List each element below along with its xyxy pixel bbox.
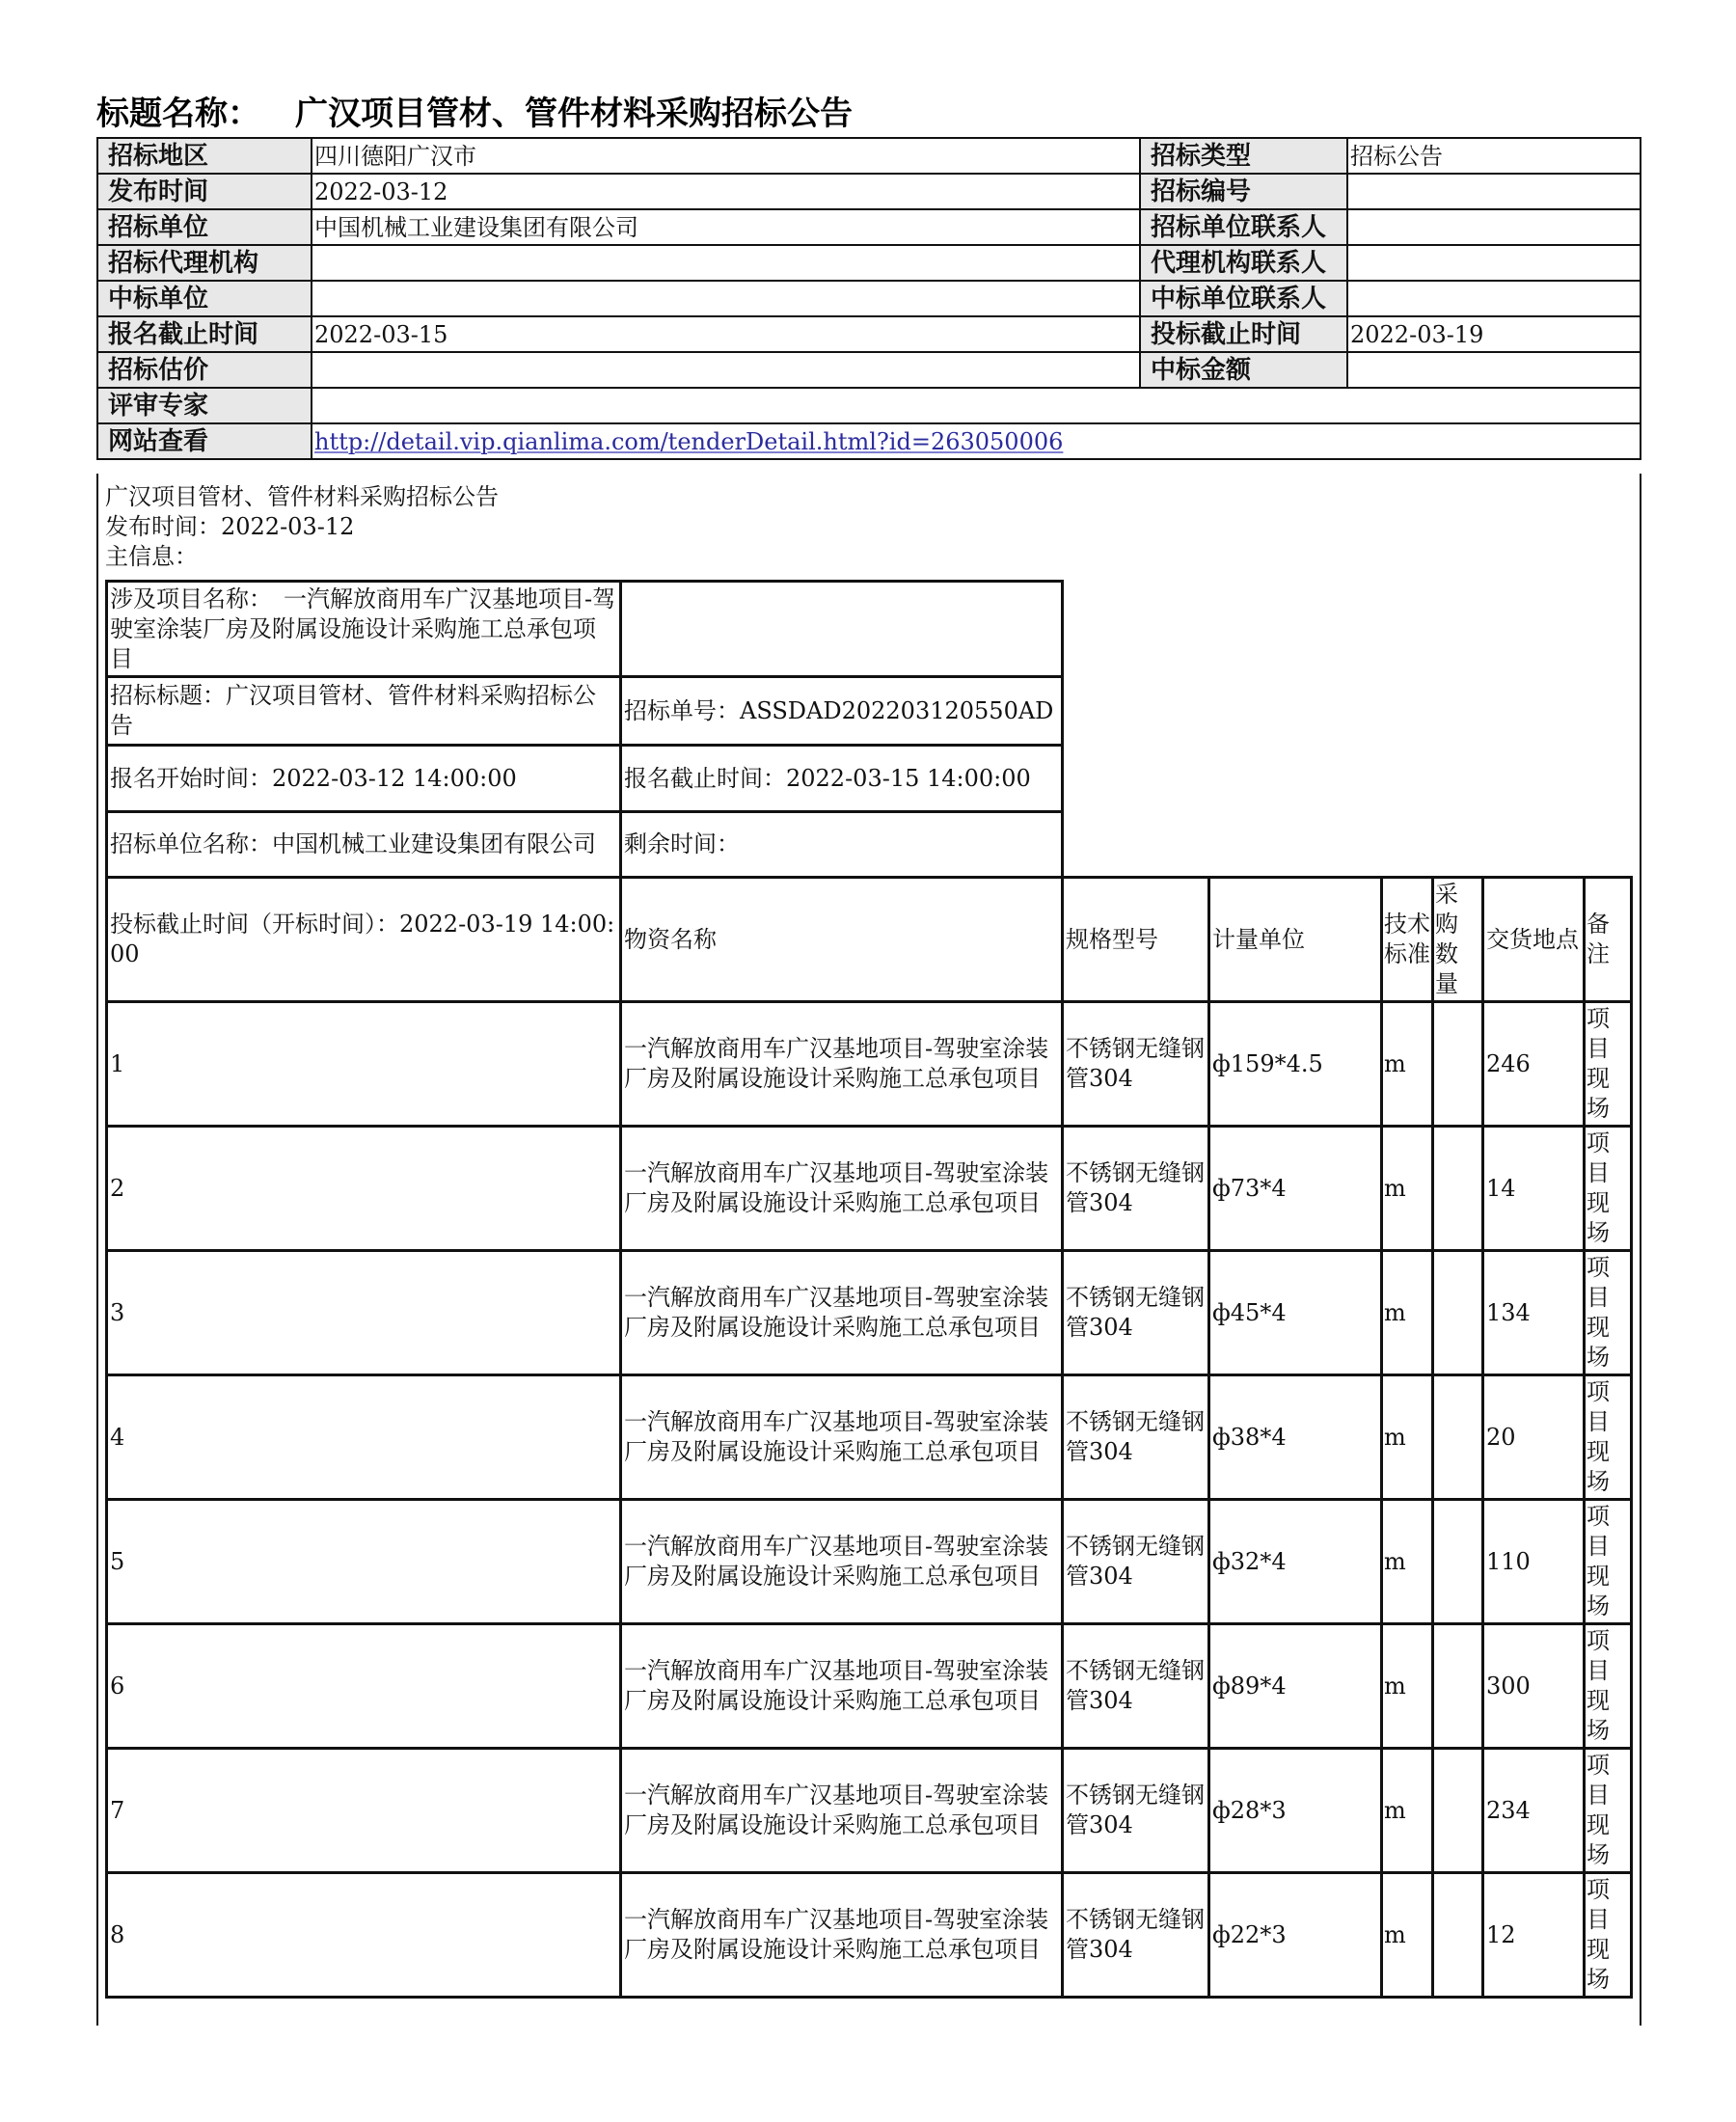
item-remark: 项目现场 [1585, 1127, 1632, 1251]
item-remark: 项目现场 [1585, 1500, 1632, 1624]
header-unit: 计量单位 [1209, 878, 1382, 1002]
website-cell [312, 423, 1641, 459]
header-spec: 规格型号 [1063, 878, 1209, 1002]
item-tech-std: m [1382, 1127, 1433, 1251]
item-number: 7 [107, 1749, 621, 1873]
unit-label: 招标单位 [97, 209, 312, 245]
experts-label: 评审专家 [97, 388, 312, 423]
item-number: 6 [107, 1624, 621, 1749]
header-bid-deadline: 投标截止时间（开标时间）：2022-03-19 14:00:00 [107, 878, 621, 1002]
table-row [107, 1624, 1632, 1749]
item-spec: 不锈钢无缝钢管304 [1063, 1002, 1209, 1127]
item-tech-std: m [1382, 1375, 1433, 1500]
winner-contact-value [1347, 281, 1641, 316]
item-tech-std: m [1382, 1873, 1433, 1998]
info-row [97, 316, 1641, 352]
page-title [96, 93, 853, 135]
info-row [97, 209, 1641, 245]
item-remark: 项目现场 [1585, 1873, 1632, 1998]
amount-label: 中标金额 [1140, 352, 1347, 388]
estimate-label: 招标估价 [97, 352, 312, 388]
tender-title: 招标标题：广汉项目管材、管件材料采购招标公告 [107, 677, 621, 746]
header-quantity: 采购数量 [1433, 878, 1483, 1002]
info-row [97, 388, 1641, 423]
region-label: 招标地区 [97, 138, 312, 174]
item-remark: 项目现场 [1585, 1749, 1632, 1873]
item-delivery: 20 [1483, 1375, 1585, 1500]
item-quantity [1433, 1873, 1483, 1998]
item-remark: 项目现场 [1585, 1624, 1632, 1749]
info-row [97, 138, 1641, 174]
header-material-name: 物资名称 [621, 878, 1063, 1002]
item-spec: 不锈钢无缝钢管304 [1063, 1624, 1209, 1749]
header-delivery: 交货地点 [1483, 878, 1585, 1002]
bid-deadline-label: 投标截止时间 [1140, 316, 1347, 352]
agency-value [312, 245, 1140, 281]
item-quantity [1433, 1127, 1483, 1251]
header-tech-std: 技术标准 [1382, 878, 1433, 1002]
item-spec: 不锈钢无缝钢管304 [1063, 1251, 1209, 1375]
item-unit: ф89*4 [1209, 1624, 1382, 1749]
item-unit: ф22*3 [1209, 1873, 1382, 1998]
item-number: 5 [107, 1500, 621, 1624]
item-spec: 不锈钢无缝钢管304 [1063, 1127, 1209, 1251]
intro-main-info: 主信息： [105, 543, 198, 570]
agency-contact-label: 代理机构联系人 [1140, 245, 1347, 281]
item-material-name: 一汽解放商用车广汉基地项目-驾驶室涂装厂房及附属设施设计采购施工总承包项目 [621, 1251, 1063, 1375]
agency-label: 招标代理机构 [97, 245, 312, 281]
item-tech-std: m [1382, 1251, 1433, 1375]
item-material-name: 一汽解放商用车广汉基地项目-驾驶室涂装厂房及附属设施设计采购施工总承包项目 [621, 1873, 1063, 1998]
item-quantity [1433, 1251, 1483, 1375]
item-delivery: 14 [1483, 1127, 1585, 1251]
item-number: 2 [107, 1127, 621, 1251]
item-tech-std: m [1382, 1749, 1433, 1873]
item-quantity [1433, 1002, 1483, 1127]
details-table [105, 580, 1634, 879]
item-remark: 项目现场 [1585, 1251, 1632, 1375]
project-name: 涉及项目名称： 一汽解放商用车广汉基地项目-驾驶室涂装厂房及附属设施设计采购施工总承包项目 [107, 582, 621, 677]
number-value [1347, 174, 1641, 209]
signup-deadline-value: 2022-03-15 [312, 316, 1140, 352]
website-label: 网站查看 [97, 423, 312, 459]
intro-publish-time: 发布时间：2022-03-12 [105, 513, 355, 540]
item-delivery: 134 [1483, 1251, 1585, 1375]
item-unit: ф32*4 [1209, 1500, 1382, 1624]
type-value: 招标公告 [1347, 138, 1641, 174]
item-material-name: 一汽解放商用车广汉基地项目-驾驶室涂装厂房及附属设施设计采购施工总承包项目 [621, 1002, 1063, 1127]
title-text: 广汉项目管材、管件材料采购招标公告 [295, 95, 853, 133]
item-material-name: 一汽解放商用车广汉基地项目-驾驶室涂装厂房及附属设施设计采购施工总承包项目 [621, 1500, 1063, 1624]
type-label: 招标类型 [1140, 138, 1347, 174]
item-quantity [1433, 1749, 1483, 1873]
item-number: 1 [107, 1002, 621, 1127]
project-name-extra [621, 582, 1063, 677]
website-link[interactable]: http://detail.vip.qianlima.com/tenderDetail.html?id=263050006 [314, 427, 1064, 455]
title-label: 标题名称： [96, 95, 260, 133]
remaining-time: 剩余时间： [621, 812, 1063, 878]
table-row [107, 1873, 1632, 1998]
info-row [97, 423, 1641, 459]
item-number: 8 [107, 1873, 621, 1998]
signup-start: 报名开始时间：2022-03-12 14:00:00 [107, 746, 621, 812]
tender-no: 招标单号：ASSDAD202203120550AD [621, 677, 1063, 746]
info-table [96, 137, 1641, 460]
number-label: 招标编号 [1140, 174, 1347, 209]
publish-label: 发布时间 [97, 174, 312, 209]
info-row [97, 174, 1641, 209]
item-tech-std: m [1382, 1500, 1433, 1624]
agency-contact-value [1347, 245, 1641, 281]
intro-title: 广汉项目管材、管件材料采购招标公告 [105, 483, 499, 510]
item-number: 3 [107, 1251, 621, 1375]
table-row [107, 1127, 1632, 1251]
item-material-name: 一汽解放商用车广汉基地项目-驾驶室涂装厂房及附属设施设计采购施工总承包项目 [621, 1624, 1063, 1749]
header-remark: 备注 [1585, 878, 1632, 1002]
item-remark: 项目现场 [1585, 1375, 1632, 1500]
item-unit: ф45*4 [1209, 1251, 1382, 1375]
details-blank-area [1063, 582, 1634, 878]
unit-contact-label: 招标单位联系人 [1140, 209, 1347, 245]
unit-name: 招标单位名称：中国机械工业建设集团有限公司 [107, 812, 621, 878]
winner-label: 中标单位 [97, 281, 312, 316]
amount-value [1347, 352, 1641, 388]
item-spec: 不锈钢无缝钢管304 [1063, 1749, 1209, 1873]
info-row [97, 352, 1641, 388]
item-material-name: 一汽解放商用车广汉基地项目-驾驶室涂装厂房及附属设施设计采购施工总承包项目 [621, 1749, 1063, 1873]
item-unit: ф38*4 [1209, 1375, 1382, 1500]
unit-contact-value [1347, 209, 1641, 245]
item-spec: 不锈钢无缝钢管304 [1063, 1873, 1209, 1998]
info-row [97, 245, 1641, 281]
items-header-row [107, 878, 1632, 1002]
table-row [107, 1500, 1632, 1624]
table-row [107, 1375, 1632, 1500]
estimate-value [312, 352, 1140, 388]
region-value: 四川德阳广汉市 [312, 138, 1140, 174]
item-quantity [1433, 1500, 1483, 1624]
item-spec: 不锈钢无缝钢管304 [1063, 1500, 1209, 1624]
winner-contact-label: 中标单位联系人 [1140, 281, 1347, 316]
item-quantity [1433, 1624, 1483, 1749]
signup-deadline-label: 报名截止时间 [97, 316, 312, 352]
item-tech-std: m [1382, 1002, 1433, 1127]
item-delivery: 246 [1483, 1002, 1585, 1127]
item-unit: ф73*4 [1209, 1127, 1382, 1251]
signup-end: 报名截止时间：2022-03-15 14:00:00 [621, 746, 1063, 812]
item-material-name: 一汽解放商用车广汉基地项目-驾驶室涂装厂房及附属设施设计采购施工总承包项目 [621, 1375, 1063, 1500]
publish-value: 2022-03-12 [312, 174, 1140, 209]
experts-value [312, 388, 1641, 423]
info-row [97, 281, 1641, 316]
items-table [105, 876, 1633, 1999]
unit-value: 中国机械工业建设集团有限公司 [312, 209, 1140, 245]
item-tech-std: m [1382, 1624, 1433, 1749]
item-unit: ф28*3 [1209, 1749, 1382, 1873]
table-row [107, 1002, 1632, 1127]
winner-value [312, 281, 1140, 316]
details-row [107, 582, 1634, 677]
item-delivery: 110 [1483, 1500, 1585, 1624]
item-delivery: 234 [1483, 1749, 1585, 1873]
item-unit: ф159*4.5 [1209, 1002, 1382, 1127]
item-delivery: 12 [1483, 1873, 1585, 1998]
item-remark: 项目现场 [1585, 1002, 1632, 1127]
item-delivery: 300 [1483, 1624, 1585, 1749]
item-material-name: 一汽解放商用车广汉基地项目-驾驶室涂装厂房及附属设施设计采购施工总承包项目 [621, 1127, 1063, 1251]
bid-deadline-value: 2022-03-19 [1347, 316, 1641, 352]
table-row [107, 1251, 1632, 1375]
intro-block [105, 482, 499, 572]
item-number: 4 [107, 1375, 621, 1500]
item-spec: 不锈钢无缝钢管304 [1063, 1375, 1209, 1500]
table-row [107, 1749, 1632, 1873]
item-quantity [1433, 1375, 1483, 1500]
